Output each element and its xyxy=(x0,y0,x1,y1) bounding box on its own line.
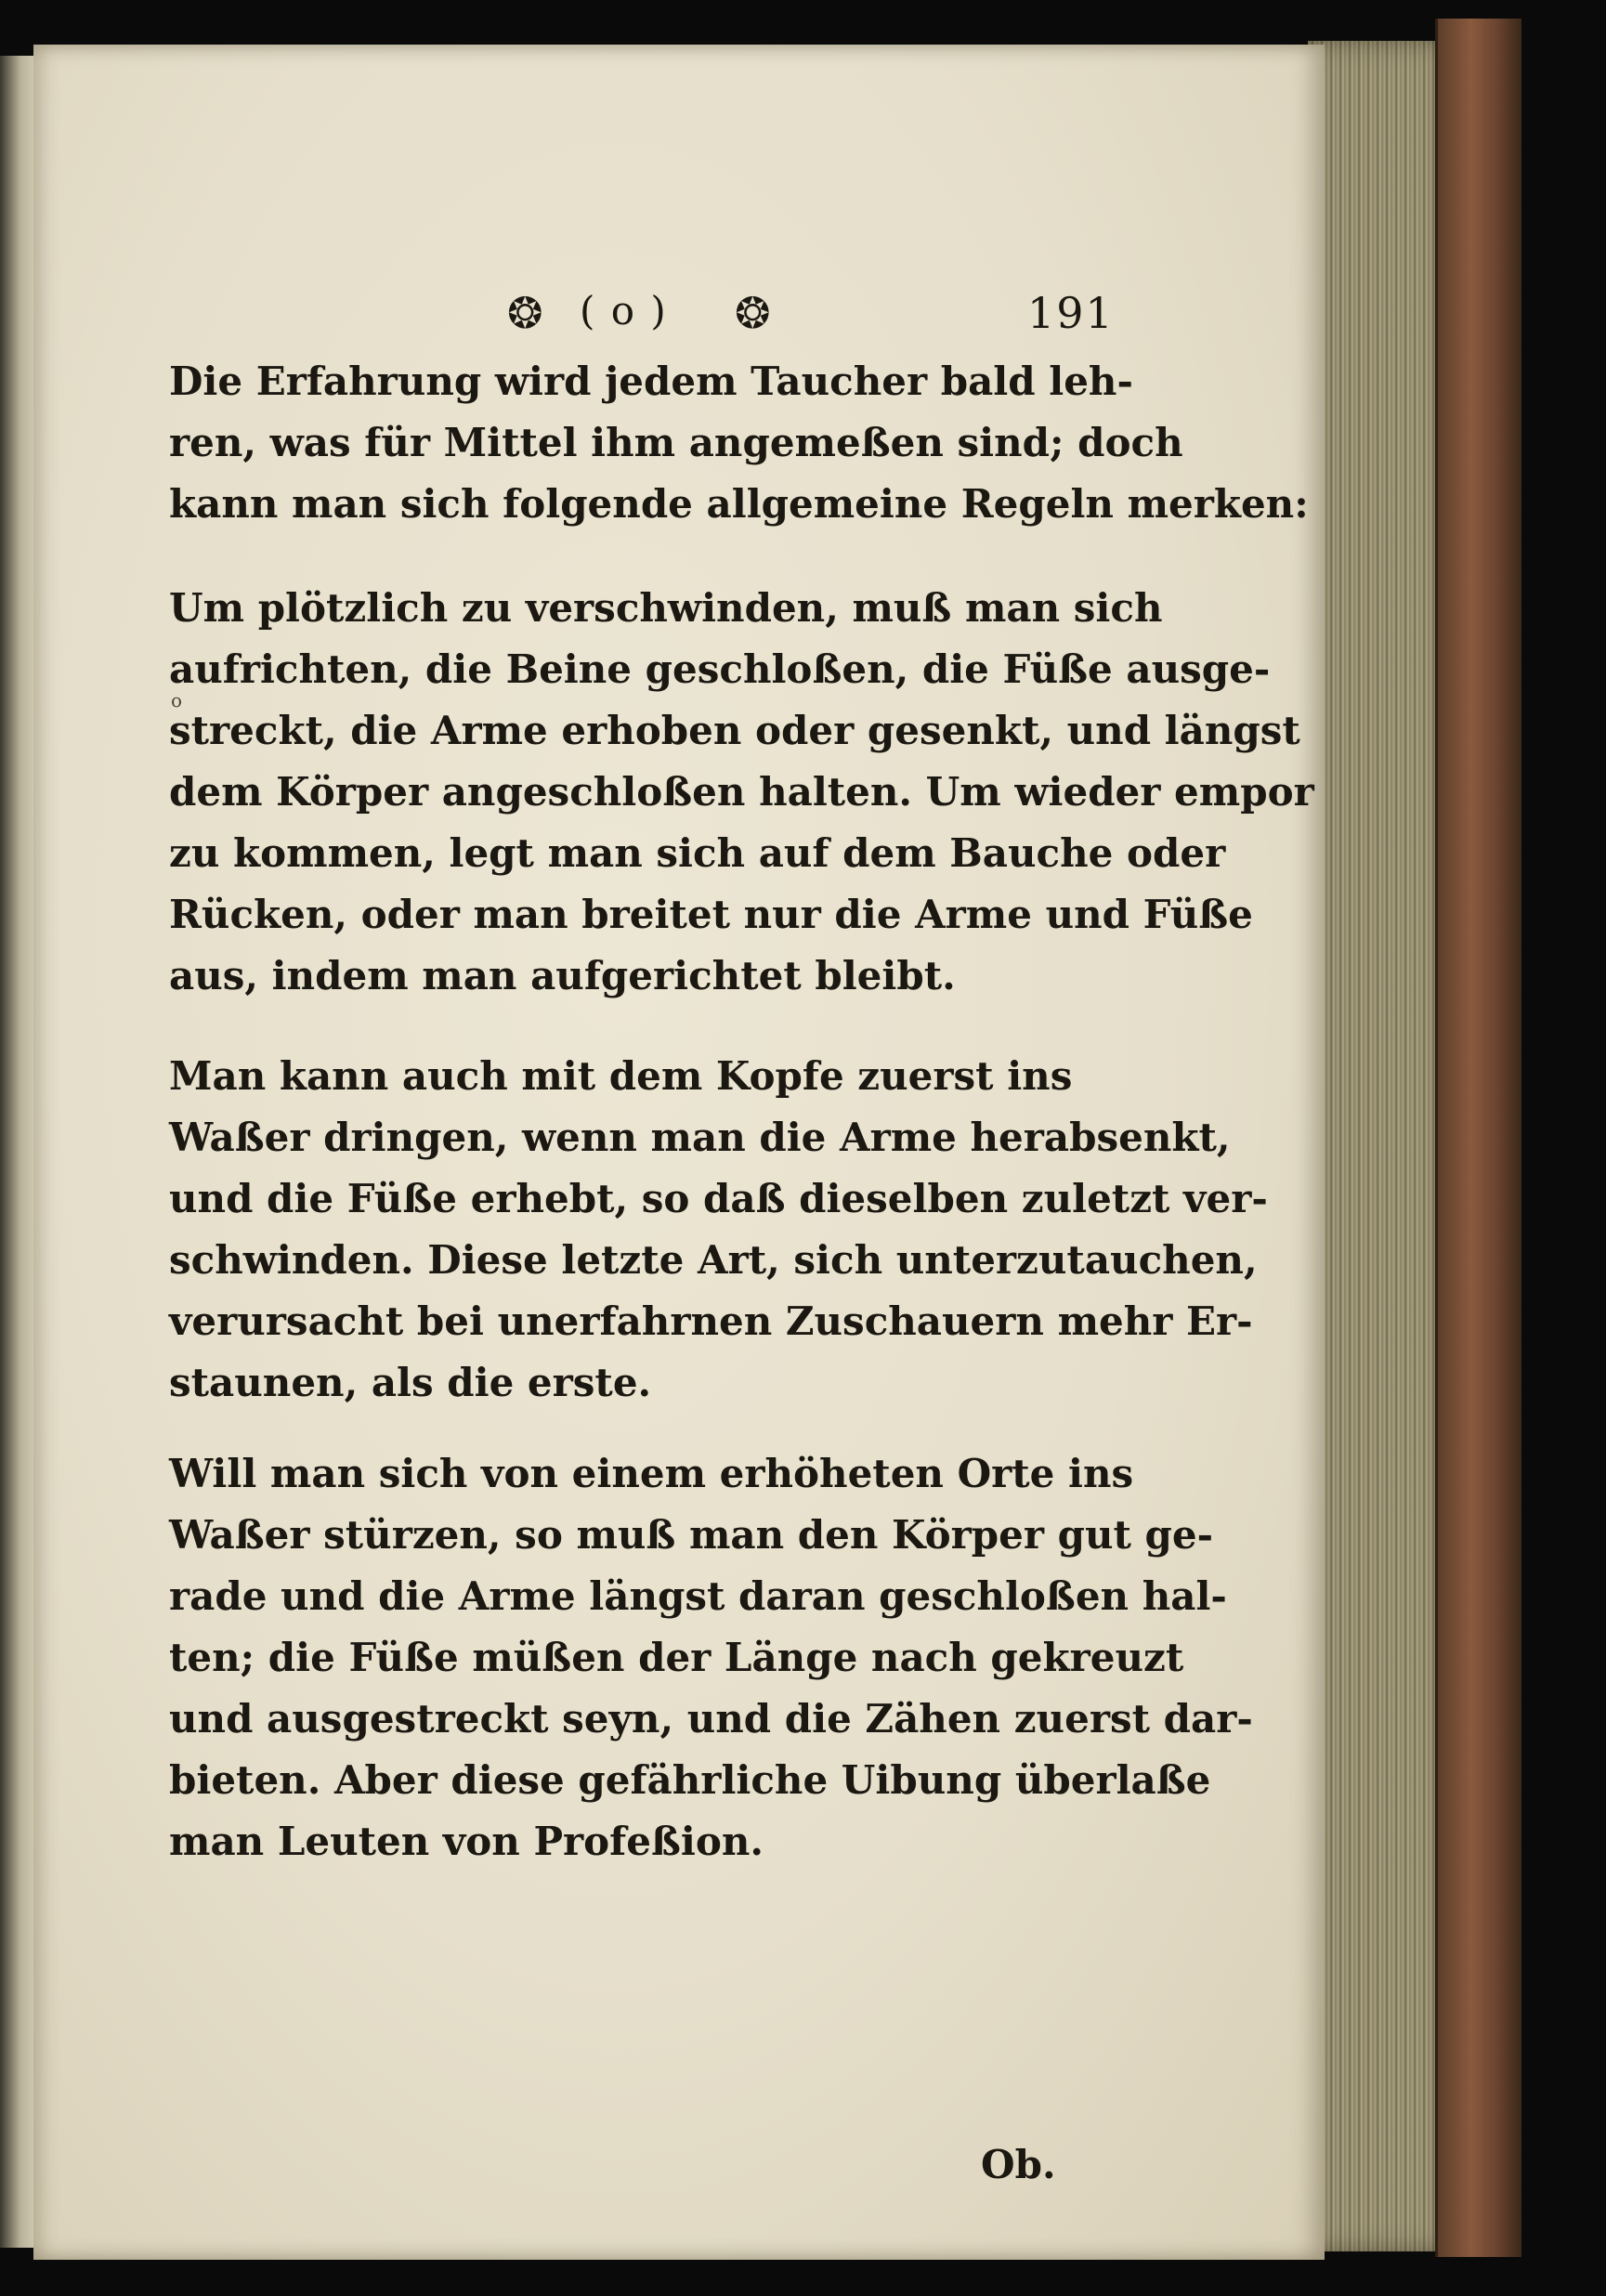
paragraph-2 xyxy=(169,578,1314,1007)
text-line: verursacht bei unerfahrnen Zuschauern mehr Er- xyxy=(169,1298,1253,1344)
margin-mark: o xyxy=(171,689,183,711)
text-line: ren, was für Mittel ihm angemeßen sind; doch xyxy=(169,420,1183,465)
text-line: dem Körper angeschloßen halten. Um wieder empor xyxy=(169,769,1314,815)
text-line: und ausgestreckt seyn, und die Zähen zuerst dar- xyxy=(169,1696,1253,1742)
running-header xyxy=(507,288,1120,344)
text-line: Rücken, oder man breitet nur die Arme und Füße xyxy=(169,892,1253,937)
page-number: 191 xyxy=(1027,288,1115,338)
paragraph-4 xyxy=(169,1443,1253,1872)
book-page-edges xyxy=(1308,41,1447,2251)
text-line: Will man sich von einem erhöheten Orte ins xyxy=(169,1451,1134,1496)
text-line: Die Erfahrung wird jedem Taucher bald leh- xyxy=(169,359,1133,404)
text-line: bieten. Aber diese gefährliche Uibung überlaße xyxy=(169,1757,1211,1803)
text-line: aus, indem man aufgerichtet bleibt. xyxy=(169,953,956,998)
text-line: schwinden. Diese letzte Art, sich unterzutauchen, xyxy=(169,1237,1258,1283)
paragraph-1 xyxy=(169,351,1309,535)
ornament-icon: ❂ xyxy=(507,288,545,338)
text-line: und die Füße erhebt, so daß dieselben zuletzt ver- xyxy=(169,1176,1268,1221)
book-page xyxy=(33,45,1325,2260)
paragraph-3 xyxy=(169,1046,1268,1414)
ornament-icon: ❂ xyxy=(735,288,773,338)
text-line: Man kann auch mit dem Kopfe zuerst ins xyxy=(169,1053,1073,1099)
header-mark: ( o ) xyxy=(580,288,668,333)
text-line: zu kommen, legt man sich auf dem Bauche oder xyxy=(169,830,1226,876)
catchword: Ob. xyxy=(981,2142,1056,2187)
text-line: staunen, als die erste. xyxy=(169,1360,652,1405)
text-line: Waßer stürzen, so muß man den Körper gut ge- xyxy=(169,1512,1214,1558)
text-line: aufrichten, die Beine geschloßen, die Füße ausge- xyxy=(169,646,1271,692)
book-cover xyxy=(1435,19,1521,2257)
page-text xyxy=(33,45,1325,2260)
text-line: Waßer dringen, wenn man die Arme herabsenkt, xyxy=(169,1115,1231,1160)
text-line: man Leuten von Profeßion. xyxy=(169,1819,764,1864)
text-line: rade und die Arme längst daran geschloßen hal- xyxy=(169,1573,1227,1619)
text-line: Um plötzlich zu verschwinden, muß man sich xyxy=(169,585,1163,631)
text-line: kann man sich folgende allgemeine Regeln merken: xyxy=(169,481,1309,527)
text-line: ten; die Füße müßen der Länge nach gekreuzt xyxy=(169,1635,1184,1680)
text-line: streckt, die Arme erhoben oder gesenkt, und längst xyxy=(169,708,1300,753)
